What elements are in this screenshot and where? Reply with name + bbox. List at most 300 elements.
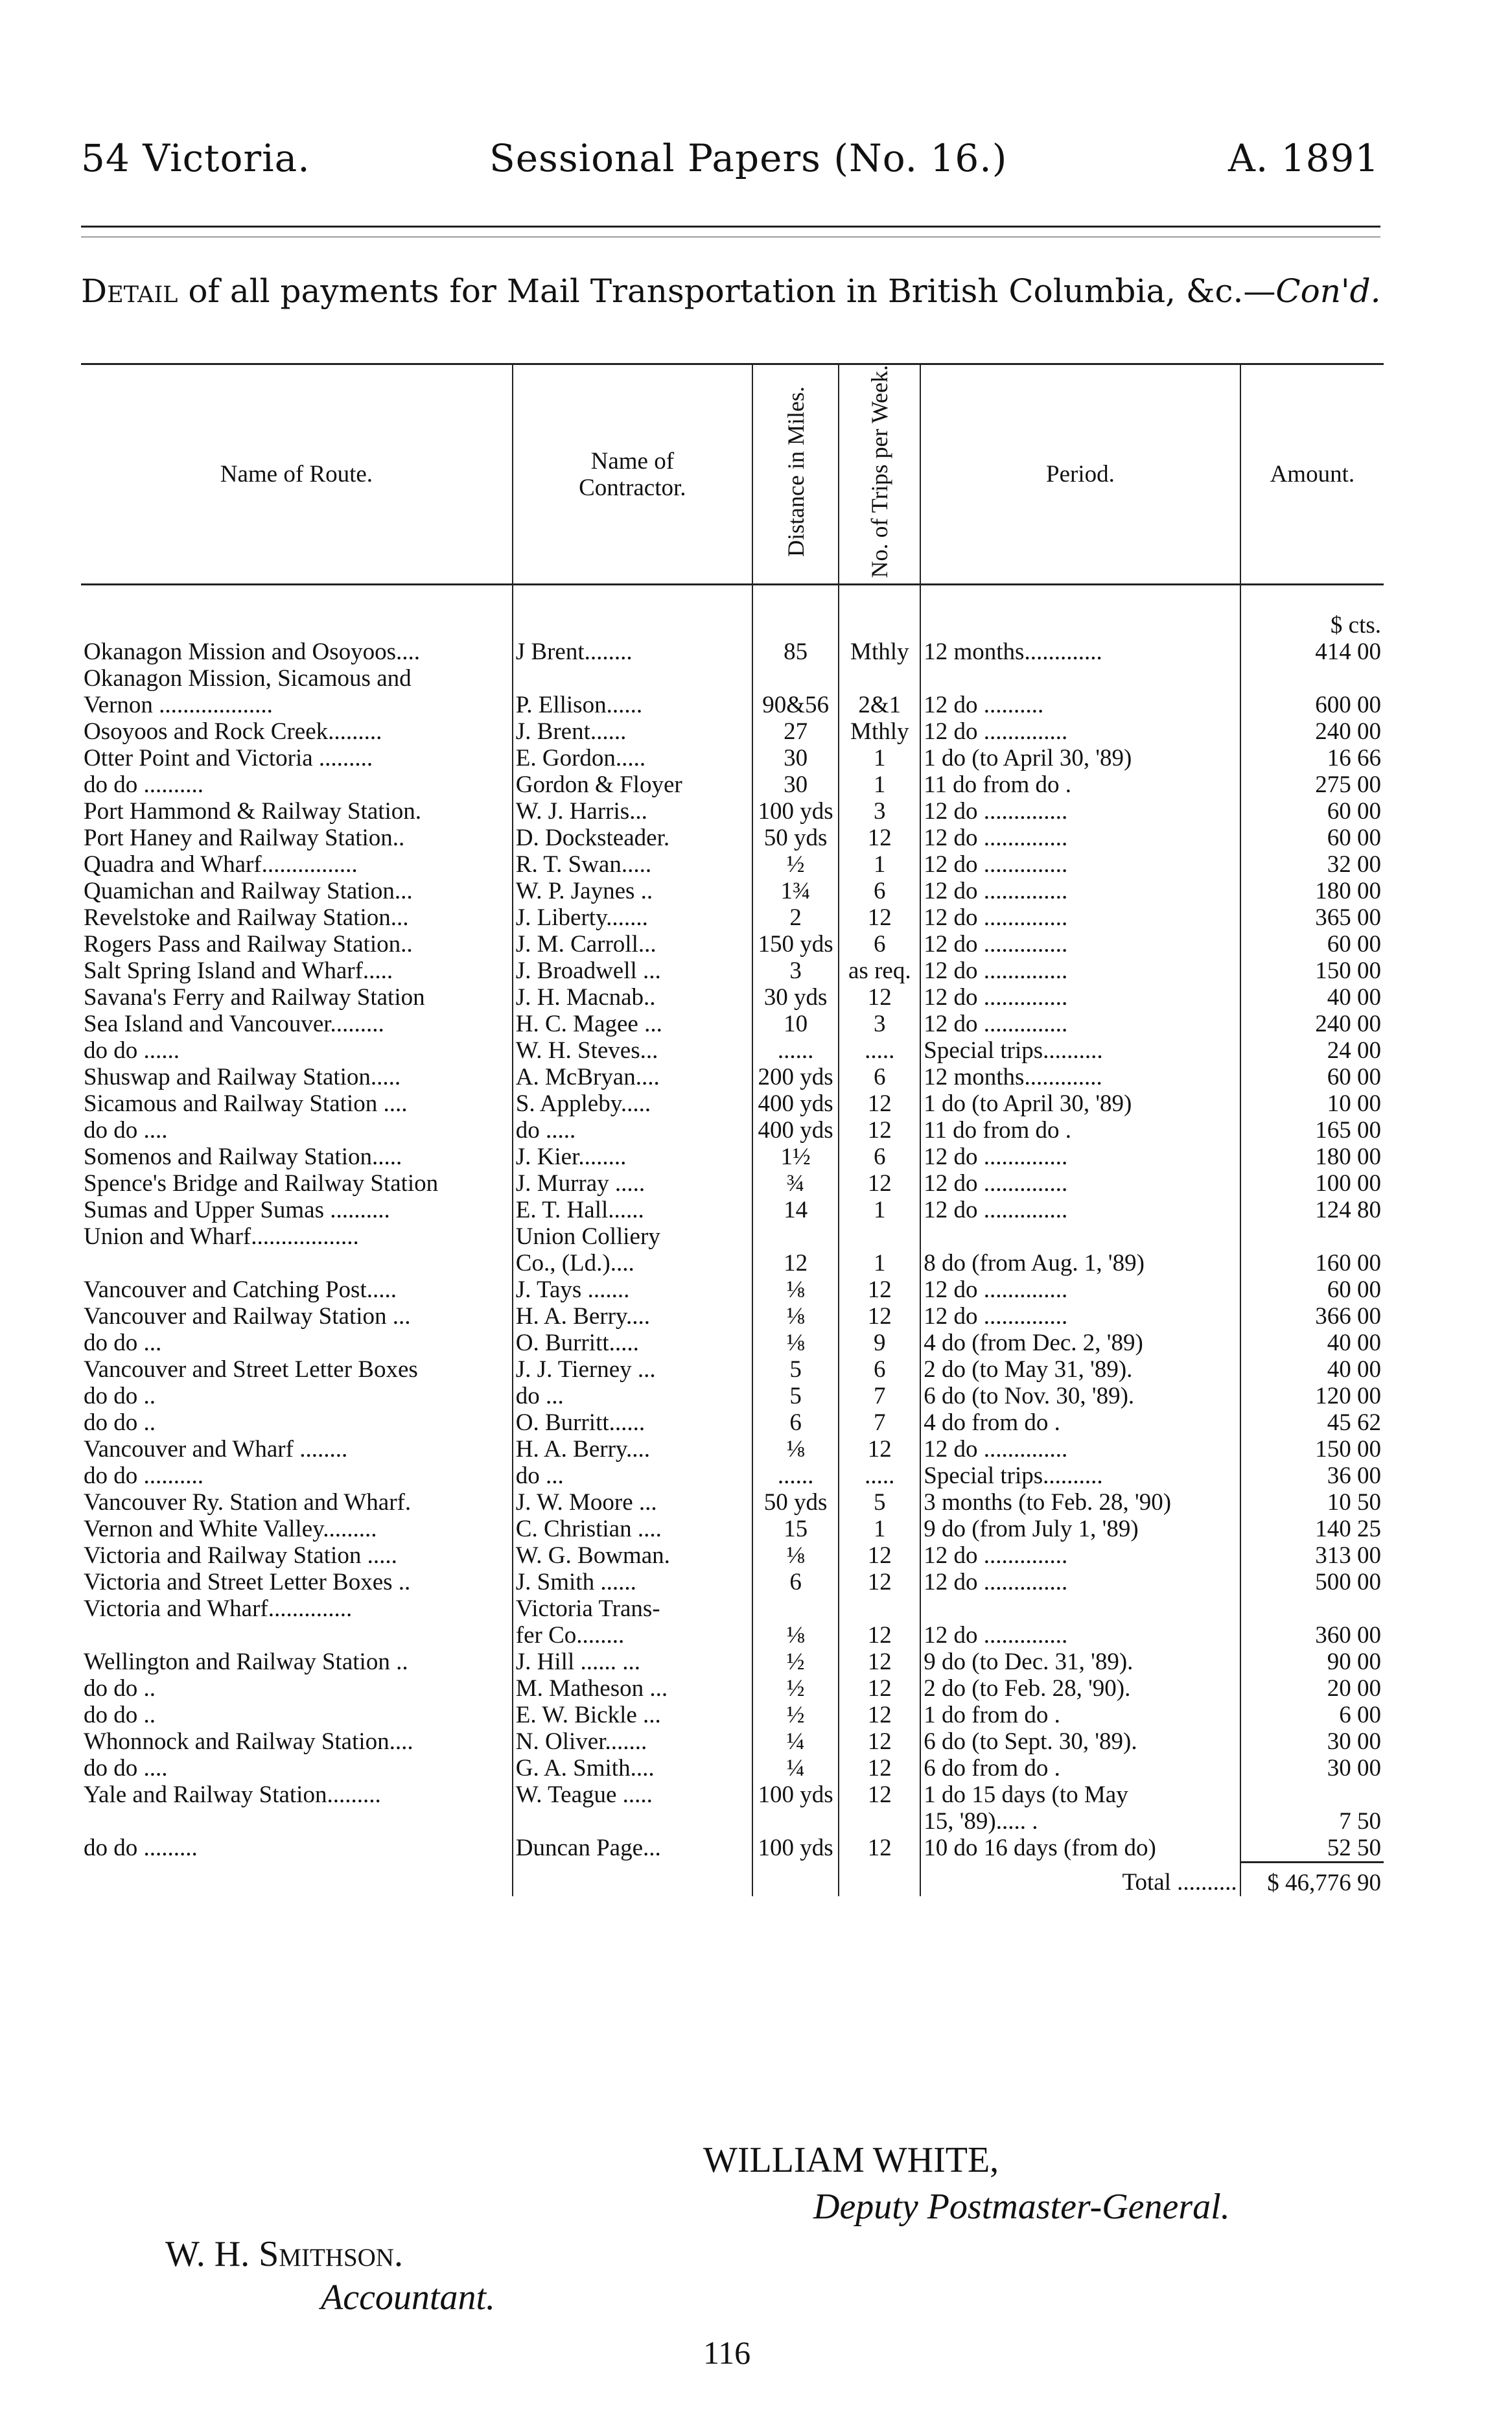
col-distance-header	[752, 364, 839, 585]
cell-amount: 124 80	[1240, 1197, 1384, 1223]
cell-contractor: W. G. Bowman.	[513, 1542, 752, 1569]
cell-period: 12 do ..............	[920, 1197, 1240, 1223]
cell-route: Victoria and Street Letter Boxes ..	[84, 1569, 411, 1596]
cell-route: Revelstoke and Railway Station...	[84, 904, 409, 932]
cell-route: Spence's Bridge and Railway Station	[84, 1170, 439, 1197]
cell-period: 11 do from do .	[920, 1117, 1240, 1144]
cell-trips: 12	[839, 1170, 920, 1197]
cell-period: 15, '89)..... .	[920, 1808, 1240, 1835]
table-row	[81, 1356, 1384, 1383]
table-row	[81, 639, 1384, 665]
cell-distance: ⅛	[752, 1542, 839, 1569]
table-row	[81, 1728, 1384, 1755]
cell-amount: 160 00	[1240, 1250, 1384, 1276]
cell-route: do do ...	[84, 1330, 162, 1357]
table-row	[81, 825, 1384, 851]
cell-trips: as req.	[839, 958, 920, 984]
table-row	[81, 851, 1384, 878]
cell-trips: 6	[839, 878, 920, 904]
table-row	[81, 692, 1384, 718]
table-row	[81, 1781, 1384, 1808]
cell-trips: 2&1	[839, 692, 920, 718]
cell-route: Sumas and Upper Sumas ..........	[84, 1197, 390, 1224]
cell-distance: 400 yds	[752, 1090, 839, 1117]
cell-route: do do ......	[84, 1037, 180, 1064]
cell-period: 12 do ..............	[920, 718, 1240, 745]
cell-trips: 1	[839, 771, 920, 798]
col-trips-label: No. of Trips per Week.	[866, 365, 893, 578]
cell-distance: ¼	[752, 1728, 839, 1755]
cell-distance: ......	[752, 1463, 839, 1489]
cell-route: Vancouver and Catching Post.....	[84, 1276, 397, 1304]
cell-contractor: O. Burritt.....	[513, 1330, 752, 1356]
cell-distance: ¼	[752, 1755, 839, 1781]
cell-amount: 414 00	[1240, 639, 1384, 665]
cell-distance: ⅛	[752, 1436, 839, 1463]
cell-trips: 12	[839, 904, 920, 931]
cell-distance: 15	[752, 1516, 839, 1542]
cell-contractor: W. Teague .....	[513, 1781, 752, 1808]
col-amount-header: Amount.	[1240, 364, 1384, 585]
cell-contractor: H. A. Berry....	[513, 1436, 752, 1463]
cell-amount: 165 00	[1240, 1117, 1384, 1144]
cell-contractor: Duncan Page...	[513, 1835, 752, 1863]
col-distance-label: Distance in Miles.	[782, 386, 809, 557]
cell-route: Salt Spring Island and Wharf.....	[84, 958, 393, 985]
table-row	[81, 1569, 1384, 1595]
cell-period: 12 do ..............	[920, 825, 1240, 851]
cell-distance: 30 yds	[752, 984, 839, 1011]
cell-period: Special trips..........	[920, 1463, 1240, 1489]
cell-period: 6 do (to Nov. 30, '89).	[920, 1383, 1240, 1409]
cell-distance: ½	[752, 1649, 839, 1675]
cell-amount: 140 25	[1240, 1516, 1384, 1542]
cell-route: Union and Wharf..................	[84, 1223, 359, 1251]
cell-route: do do .........	[84, 1835, 198, 1862]
cell-distance: 5	[752, 1383, 839, 1409]
cell-amount: 10 50	[1240, 1489, 1384, 1516]
cell-trips: 12	[839, 1569, 920, 1595]
cell-trips: 1	[839, 1516, 920, 1542]
cell-contractor	[513, 1808, 752, 1835]
cell-amount: 240 00	[1240, 1011, 1384, 1037]
cell-contractor: S. Appleby.....	[513, 1090, 752, 1117]
cell-route: Port Haney and Railway Station..	[84, 825, 405, 852]
col-period-header: Period.	[920, 364, 1240, 585]
cell-trips: 1	[839, 851, 920, 878]
cell-route: Whonnock and Railway Station....	[84, 1728, 413, 1756]
cell-distance: 6	[752, 1569, 839, 1595]
cell-route: Osoyoos and Rock Creek.........	[84, 718, 382, 746]
cell-trips: 12	[839, 1675, 920, 1702]
cell-period: 11 do from do .	[920, 771, 1240, 798]
cell-distance: 85	[752, 639, 839, 665]
cell-distance: 50 yds	[752, 1489, 839, 1516]
cell-amount: 275 00	[1240, 771, 1384, 798]
cell-trips: 12	[839, 1755, 920, 1781]
table-row	[81, 1436, 1384, 1463]
table-row	[81, 1383, 1384, 1409]
table-row	[81, 1409, 1384, 1436]
cell-period	[920, 665, 1240, 692]
cell-distance	[752, 665, 839, 692]
cell-trips: 12	[839, 1622, 920, 1649]
cell-distance: ⅛	[752, 1622, 839, 1649]
cell-trips: 7	[839, 1383, 920, 1409]
cell-trips: Mthly	[839, 639, 920, 665]
cell-distance: 6	[752, 1409, 839, 1436]
cell-period: 12 do ..............	[920, 958, 1240, 984]
cell-trips: 6	[839, 1064, 920, 1090]
cell-period: 12 months.............	[920, 1064, 1240, 1090]
cell-period: Special trips..........	[920, 1037, 1240, 1064]
cell-route: Quamichan and Railway Station...	[84, 878, 413, 905]
cell-trips: Mthly	[839, 718, 920, 745]
total-amount: $ 46,776 90	[1240, 1863, 1384, 1897]
cell-period: 1 do from do .	[920, 1702, 1240, 1728]
table-row	[81, 1011, 1384, 1037]
cell-period: 10 do 16 days (from do)	[920, 1835, 1240, 1863]
cell-route: do do ..	[84, 1702, 156, 1729]
cell-amount: 365 00	[1240, 904, 1384, 931]
cell-trips: 3	[839, 1011, 920, 1037]
table-row	[81, 1702, 1384, 1728]
cell-distance: 400 yds	[752, 1117, 839, 1144]
cell-distance: ......	[752, 1037, 839, 1064]
cell-contractor: J. H. Macnab..	[513, 984, 752, 1011]
cell-distance: 100 yds	[752, 1835, 839, 1863]
cell-period: 12 do ..............	[920, 798, 1240, 825]
cell-amount: 60 00	[1240, 1064, 1384, 1090]
cell-period: 12 do ..............	[920, 1276, 1240, 1303]
cell-distance: ½	[752, 851, 839, 878]
cell-period: 12 months.............	[920, 639, 1240, 665]
cell-period: 12 do ..............	[920, 1436, 1240, 1463]
cell-amount: 366 00	[1240, 1303, 1384, 1330]
cell-amount: 90 00	[1240, 1649, 1384, 1675]
cell-route: Vancouver Ry. Station and Wharf.	[84, 1489, 412, 1516]
cell-amount: 150 00	[1240, 1436, 1384, 1463]
table-row	[81, 1117, 1384, 1144]
header-right: A. 1891	[1228, 136, 1380, 180]
cell-trips: 12	[839, 1649, 920, 1675]
cell-contractor: J. Murray .....	[513, 1170, 752, 1197]
title-contd: Con'd.	[1275, 272, 1381, 310]
cell-period: 12 do ..............	[920, 878, 1240, 904]
cell-amount	[1240, 1223, 1384, 1250]
page-number: 116	[703, 2334, 751, 2371]
cell-route: Sea Island and Vancouver.........	[84, 1011, 384, 1038]
table-row	[81, 1330, 1384, 1356]
table-row	[81, 904, 1384, 931]
cell-trips: 12	[839, 1728, 920, 1755]
cell-contractor: E. T. Hall......	[513, 1197, 752, 1223]
cell-trips: 3	[839, 798, 920, 825]
cell-contractor: H. A. Berry....	[513, 1303, 752, 1330]
cell-distance: ½	[752, 1675, 839, 1702]
cell-amount: 60 00	[1240, 825, 1384, 851]
cell-trips: 5	[839, 1489, 920, 1516]
document-title	[81, 272, 1384, 310]
cell-period: 12 do ..............	[920, 931, 1240, 958]
table-row	[81, 1223, 1384, 1250]
cell-amount: 120 00	[1240, 1383, 1384, 1409]
table-row	[81, 1808, 1384, 1835]
cell-amount: 24 00	[1240, 1037, 1384, 1064]
cell-trips: 12	[839, 1436, 920, 1463]
cell-trips: 6	[839, 1144, 920, 1170]
cell-amount: 6 00	[1240, 1702, 1384, 1728]
cell-period: 12 do ..............	[920, 1569, 1240, 1595]
cell-route: Okanagon Mission, Sicamous and	[84, 665, 412, 692]
table-row	[81, 1276, 1384, 1303]
table-row	[81, 984, 1384, 1011]
cell-distance: 30	[752, 771, 839, 798]
cell-distance: 100 yds	[752, 1781, 839, 1808]
cell-distance: 10	[752, 1011, 839, 1037]
table-row	[81, 612, 1384, 639]
cell-distance: 90&56	[752, 692, 839, 718]
cell-contractor: J. Brent......	[513, 718, 752, 745]
cell-period: 2 do (to May 31, '89).	[920, 1356, 1240, 1383]
table-row	[81, 1463, 1384, 1489]
cell-distance: 2	[752, 904, 839, 931]
cell-period: 3 months (to Feb. 28, '90)	[920, 1489, 1240, 1516]
cell-amount: 45 62	[1240, 1409, 1384, 1436]
cell-amount: 600 00	[1240, 692, 1384, 718]
cell-route: Vernon ...................	[84, 692, 273, 719]
cell-contractor: J. Hill ...... ...	[513, 1649, 752, 1675]
cell-distance: ½	[752, 1702, 839, 1728]
cell-period: 2 do (to Feb. 28, '90).	[920, 1675, 1240, 1702]
cell-route	[81, 1250, 513, 1276]
cell-route: Victoria and Wharf..............	[84, 1595, 353, 1623]
deputy-title-text: Deputy Postmaster-General.	[813, 2187, 1230, 2227]
cell-distance: 100 yds	[752, 798, 839, 825]
cell-amount: 500 00	[1240, 1569, 1384, 1595]
cell-amount: 52 50	[1240, 1835, 1384, 1863]
accountant-title	[321, 2277, 495, 2318]
table-row	[81, 1170, 1384, 1197]
cell-amount: 20 00	[1240, 1675, 1384, 1702]
cell-distance: 14	[752, 1197, 839, 1223]
cell-route	[81, 1808, 513, 1835]
cell-amount	[1240, 1781, 1384, 1808]
cell-route: do do ....	[84, 1117, 168, 1144]
cell-trips	[839, 1595, 920, 1622]
cell-route: Rogers Pass and Railway Station..	[84, 931, 413, 958]
table-row	[81, 1303, 1384, 1330]
cell-contractor: do ...	[513, 1383, 752, 1409]
cell-contractor: E. W. Bickle ...	[513, 1702, 752, 1728]
cell-contractor: P. Ellison......	[513, 692, 752, 718]
cell-contractor: Union Colliery	[513, 1223, 752, 1250]
table-row	[81, 958, 1384, 984]
cell-contractor: G. A. Smith....	[513, 1755, 752, 1781]
table-row	[81, 1835, 1384, 1863]
table-row	[81, 1516, 1384, 1542]
cell-amount: 30 00	[1240, 1728, 1384, 1755]
cell-contractor: J. Broadwell ...	[513, 958, 752, 984]
cell-amount	[1240, 1595, 1384, 1622]
cell-route: do do ..........	[84, 771, 204, 799]
cell-route	[81, 1622, 513, 1649]
cell-contractor: Victoria Trans-	[513, 1595, 752, 1622]
cell-trips	[839, 665, 920, 692]
cell-amount: 10 00	[1240, 1090, 1384, 1117]
cell-period: 12 do ..............	[920, 1011, 1240, 1037]
cell-amount: 180 00	[1240, 878, 1384, 904]
cell-distance: ⅛	[752, 1330, 839, 1356]
cell-trips	[839, 1808, 920, 1835]
header-left: 54 Victoria.	[81, 136, 310, 180]
cell-route: do do ..........	[84, 1463, 204, 1490]
cell-route: Wellington and Railway Station ..	[84, 1649, 408, 1676]
cell-amount: 360 00	[1240, 1622, 1384, 1649]
cell-period: 6 do (to Sept. 30, '89).	[920, 1728, 1240, 1755]
col-trips-header	[839, 364, 920, 585]
cell-amount: 32 00	[1240, 851, 1384, 878]
table-row	[81, 1090, 1384, 1117]
cell-period: 9 do (to Dec. 31, '89).	[920, 1649, 1240, 1675]
cell-amount: 7 50	[1240, 1808, 1384, 1835]
cell-route: Vancouver and Street Letter Boxes	[84, 1356, 418, 1383]
table-row	[81, 745, 1384, 771]
cell-route: Otter Point and Victoria .........	[84, 745, 373, 772]
total-empty-cell	[839, 1863, 920, 1897]
total-empty-cell	[81, 1863, 513, 1897]
cell-trips: 1	[839, 745, 920, 771]
cell-trips: 12	[839, 825, 920, 851]
cell-distance	[752, 1595, 839, 1622]
cell-amount: 313 00	[1240, 1542, 1384, 1569]
table-row	[81, 1144, 1384, 1170]
title-lead: Detail	[81, 272, 178, 310]
cell-amount: 16 66	[1240, 745, 1384, 771]
cell-route: Port Hammond & Railway Station.	[84, 798, 422, 825]
cell-period: 12 do ..........	[920, 692, 1240, 718]
cell-contractor: J. Kier........	[513, 1144, 752, 1170]
cell-contractor: J. W. Moore ...	[513, 1489, 752, 1516]
cell-route: do do ..	[84, 1409, 156, 1437]
cell-route: Yale and Railway Station.........	[84, 1781, 381, 1809]
table-row	[81, 1489, 1384, 1516]
cell-contractor: do ...	[513, 1463, 752, 1489]
cell-trips: 12	[839, 1542, 920, 1569]
cell-route: do do ..	[84, 1383, 156, 1410]
total-empty-cell	[513, 1863, 752, 1897]
cell-amount: 30 00	[1240, 1755, 1384, 1781]
table-row	[81, 1755, 1384, 1781]
table-row	[81, 1064, 1384, 1090]
cell-distance: 50 yds	[752, 825, 839, 851]
cell-distance	[752, 1223, 839, 1250]
table-row	[81, 798, 1384, 825]
cell-trips: 6	[839, 931, 920, 958]
header-rule	[81, 226, 1380, 228]
cell-trips: 12	[839, 1781, 920, 1808]
payments-table	[81, 363, 1384, 1896]
cell-trips: 1	[839, 1250, 920, 1276]
table-row	[81, 718, 1384, 745]
cell-contractor: W. J. Harris...	[513, 798, 752, 825]
cell-route: Savana's Ferry and Railway Station	[84, 984, 425, 1011]
cell-trips: .....	[839, 1037, 920, 1064]
cell-route: Vancouver and Wharf ........	[84, 1436, 348, 1463]
cell-amount: 36 00	[1240, 1463, 1384, 1489]
cell-period: 8 do (from Aug. 1, '89)	[920, 1250, 1240, 1276]
cell-route: Okanagon Mission and Osoyoos....	[84, 639, 421, 666]
table-row	[81, 1250, 1384, 1276]
cell-contractor: do .....	[513, 1117, 752, 1144]
cell-distance: 30	[752, 745, 839, 771]
cell-contractor: E. Gordon.....	[513, 745, 752, 771]
cell-trips	[839, 1223, 920, 1250]
cell-amount	[1240, 665, 1384, 692]
cell-route: Vancouver and Railway Station ...	[84, 1303, 411, 1330]
cell-contractor: H. C. Magee ...	[513, 1011, 752, 1037]
cell-period: 1 do 15 days (to May	[920, 1781, 1240, 1808]
cell-contractor: N. Oliver.......	[513, 1728, 752, 1755]
table-row	[81, 665, 1384, 692]
cell-period: 12 do ..............	[920, 1170, 1240, 1197]
currency-label: $ cts.	[1240, 612, 1384, 639]
cell-trips: 12	[839, 1303, 920, 1330]
table-header-row	[81, 364, 1384, 585]
cell-contractor: W. P. Jaynes ..	[513, 878, 752, 904]
table-row	[81, 1037, 1384, 1064]
cell-amount: 60 00	[1240, 931, 1384, 958]
table-row	[81, 1542, 1384, 1569]
cell-amount: 240 00	[1240, 718, 1384, 745]
cell-period: 12 do ..............	[920, 1144, 1240, 1170]
cell-period: 4 do (from Dec. 2, '89)	[920, 1330, 1240, 1356]
cell-trips: 12	[839, 1117, 920, 1144]
total-label: Total ..........	[920, 1863, 1240, 1897]
cell-distance: 12	[752, 1250, 839, 1276]
cell-distance: ⅛	[752, 1276, 839, 1303]
cell-contractor: D. Docksteader.	[513, 825, 752, 851]
cell-trips: 12	[839, 1835, 920, 1863]
cell-period: 12 do ..............	[920, 984, 1240, 1011]
cell-contractor: Gordon & Floyer	[513, 771, 752, 798]
cell-trips: 12	[839, 1702, 920, 1728]
cell-amount: 60 00	[1240, 798, 1384, 825]
cell-distance: 1¾	[752, 878, 839, 904]
cell-period: 4 do from do .	[920, 1409, 1240, 1436]
cell-contractor: J. Smith ......	[513, 1569, 752, 1595]
cell-trips: 12	[839, 1090, 920, 1117]
cell-amount: 60 00	[1240, 1276, 1384, 1303]
table-row	[81, 585, 1384, 613]
table-body	[81, 585, 1384, 1897]
cell-contractor: O. Burritt......	[513, 1409, 752, 1436]
cell-trips: 12	[839, 1276, 920, 1303]
cell-distance: 5	[752, 1356, 839, 1383]
cell-distance: 27	[752, 718, 839, 745]
table-row	[81, 1649, 1384, 1675]
cell-route: Victoria and Railway Station .....	[84, 1542, 397, 1570]
cell-amount: 40 00	[1240, 1330, 1384, 1356]
cell-trips: 9	[839, 1330, 920, 1356]
cell-period: 12 do ..............	[920, 851, 1240, 878]
cell-distance: ⅛	[752, 1303, 839, 1330]
table-row	[81, 1197, 1384, 1223]
cell-amount: 150 00	[1240, 958, 1384, 984]
col-route-header: Name of Route.	[81, 364, 513, 585]
cell-route: Vernon and White Valley.........	[84, 1516, 377, 1543]
cell-trips: 1	[839, 1197, 920, 1223]
